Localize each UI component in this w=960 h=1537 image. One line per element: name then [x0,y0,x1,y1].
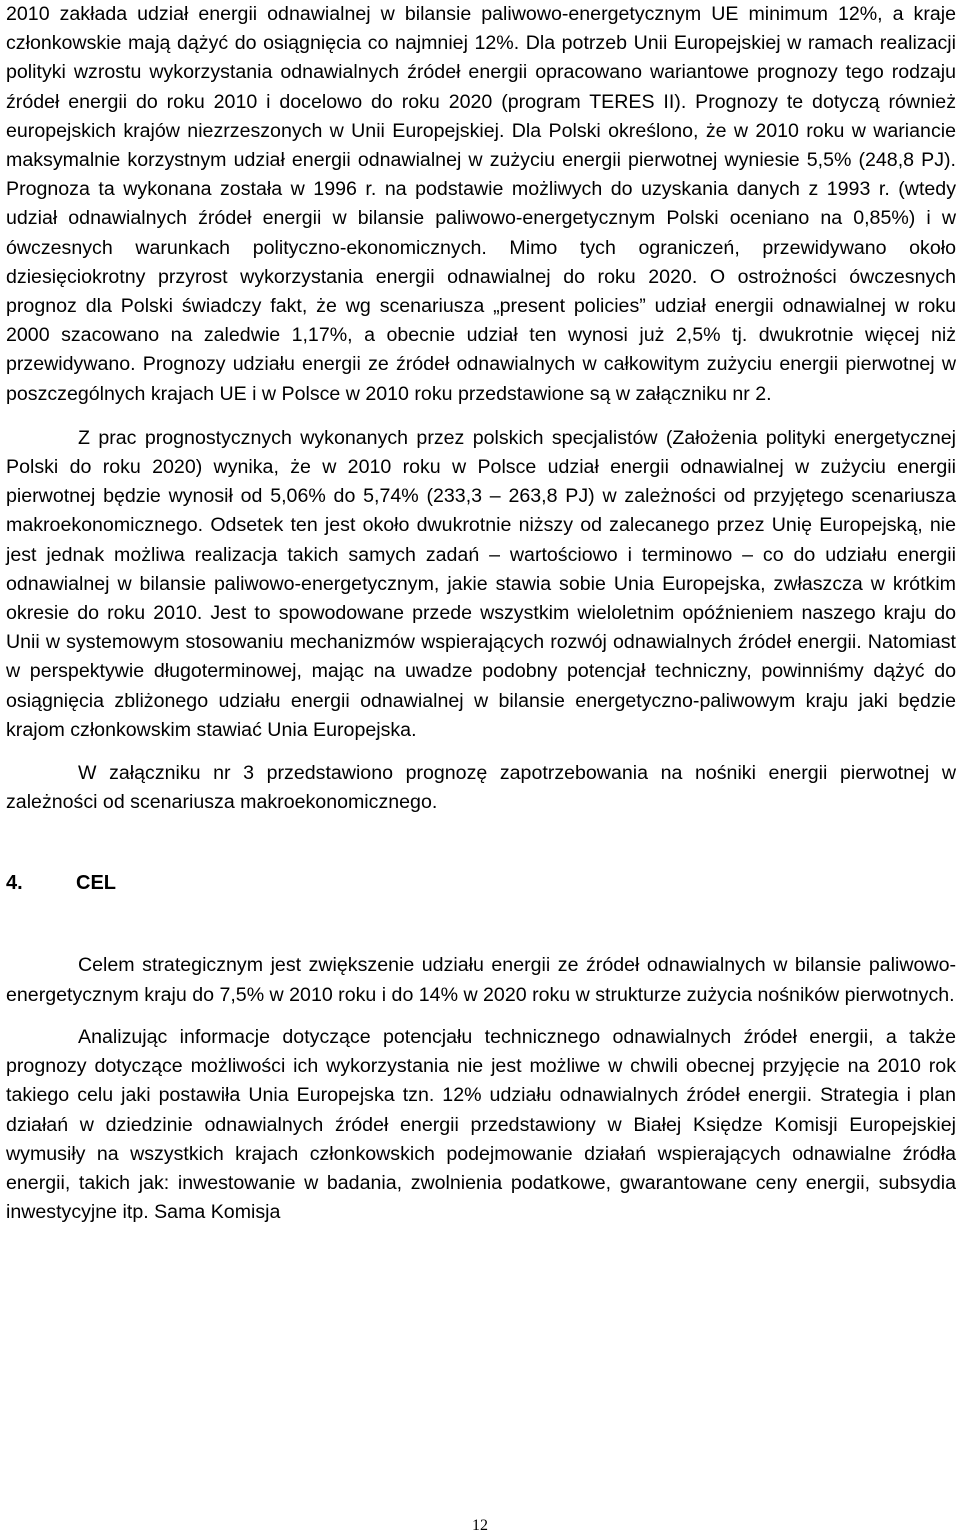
paragraph-polish-forecasts: Z prac prognostycznych wykonanych przez polskich specjalistów (Założenia polityki energetycznej Polski do roku 2020) wynika, że w 2010 roku w Polsce udział energii odnawialnej w zużyciu energii pierwotnej będzie wynosił od 5,06% do 5,74% (233,3 – 263,8 PJ) w zależności od przyjętego scenariusza makroekonomicznego. Odsetek ten jest około dwukrotnie niższy od zalecanego przez Unię Europejską, nie jest jednak możliwa realizacja takich samych zadań – wartościowo i terminowo – co do udziału energii odnawialnej w bilansie paliwowo-energetycznym, jakie stawia sobie Unia Europejska, zwłaszcza w krótkim okresie do roku 2010. Jest to spowodowane przede wszystkim wieloletnim opóźnieniem naszego kraju do Unii w systemowym stosowaniu mechanizmów wspierających rozwój odnawialnych źródeł energii. Natomiast w perspektywie długoterminowej, mając na uwadze podobny potencjał techniczny, powinniśmy dążyć do osiągnięcia zbliżonego udziału energii odnawialnej w bilansie energetyczno-paliwowym kraju jaki będzie krajom członkowskim stawiać Unia Europejska. [6,426,956,741]
paragraph-annex-3: W załączniku nr 3 przedstawiono prognozę zapotrzebowania na nośniki energii pierwotnej w zależności od scenariusza makroekonomicznego. [6,762,956,814]
page-number: 12 [472,1517,488,1534]
section-number: 4. [6,872,23,895]
paragraph-strategic-goal: Celem strategicznym jest zwiększenie udziału energii ze źródeł odnawialnych w bilansie paliwowo-energetycznym kraju do 7,5% w 2010 roku i do 14% w 2020 roku w strukturze zużycia nośników pierwotnych. [6,954,956,1006]
paragraph-teres-forecast: 2010 zakłada udział energii odnawialnej w bilansie paliwowo-energetycznym UE minimum 12%, a kraje członkowskie mają dążyć do osiągnięcia co najmniej 12%. Dla potrzeb Unii Europejskiej w ramach realizacji polityki wzrostu wykorzystania odnawialnych źródeł energii opracowano wariantowe prognozy tego rodzaju źródeł energii do roku 2010 i docelowo do roku 2020 (program TERES II). Prognozy te dotyczą również europejskich krajów niezrzeszonych w Unii Europejskiej. Dla Polski określono, że w 2010 roku w wariancie maksymalnie korzystnym udział energii odnawialnej w zużyciu energii pierwotnej wyniesie 5,5% (248,8 PJ). Prognoza ta wykonana została w 1996 r. na podstawie możliwych do uzyskania danych z 1993 r. (wtedy udział odnawialnych źródeł energii w bilansie paliwowo-energetycznym Polski oceniano na 0,85%) i w ówczesnych warunkach polityczno-ekonomicznych. Mimo tych ograniczeń, przewidywano około dziesięciokrotny przyrost wykorzystania energii odnawialnej do roku 2020. O ostrożności ówczesnych prognoz dla Polski świadczy fakt, że wg scenariusza „present policies” udział energii odnawialnej w roku 2000 szacowano na zaledwie 1,17%, a obecnie udział ten wynosi już 2,5% tj. dwukrotnie więcej niż przewidywano. Prognozy udziału energii ze źródeł odnawialnych w całkowitym zużyciu energii pierwotnej w poszczególnych krajach UE i w Polsce w 2010 roku przedstawione są w załączniku nr 2. [6,3,956,405]
section-title: CEL [76,872,116,895]
document-page [6,0,956,1227]
section-heading [6,869,956,898]
paragraph-analysis: Analizując informacje dotyczące potencjału technicznego odnawialnych źródeł energii, a także prognozy dotyczące możliwości ich wykorzystania nie jest możliwe w chwili obecnej przyjęcie na 2010 rok takiego celu jaki postawiła Unia Europejska tzn. 12% udziału odnawialnych źródeł energii. Strategia i plan działań w dziedzinie odnawialnych źródeł energii przedstawiony w Białej Księdze Komisji Europejskiej wymusiły na wszystkich krajach członkowskich podejmowanie działań wspierających odnawialne źródła energii, takich jak: inwestowanie w badania, zwolnienia podatkowe, gwarantowane ceny energii, subsydia inwestycyjne itp. Sama Komisja [6,1025,956,1224]
